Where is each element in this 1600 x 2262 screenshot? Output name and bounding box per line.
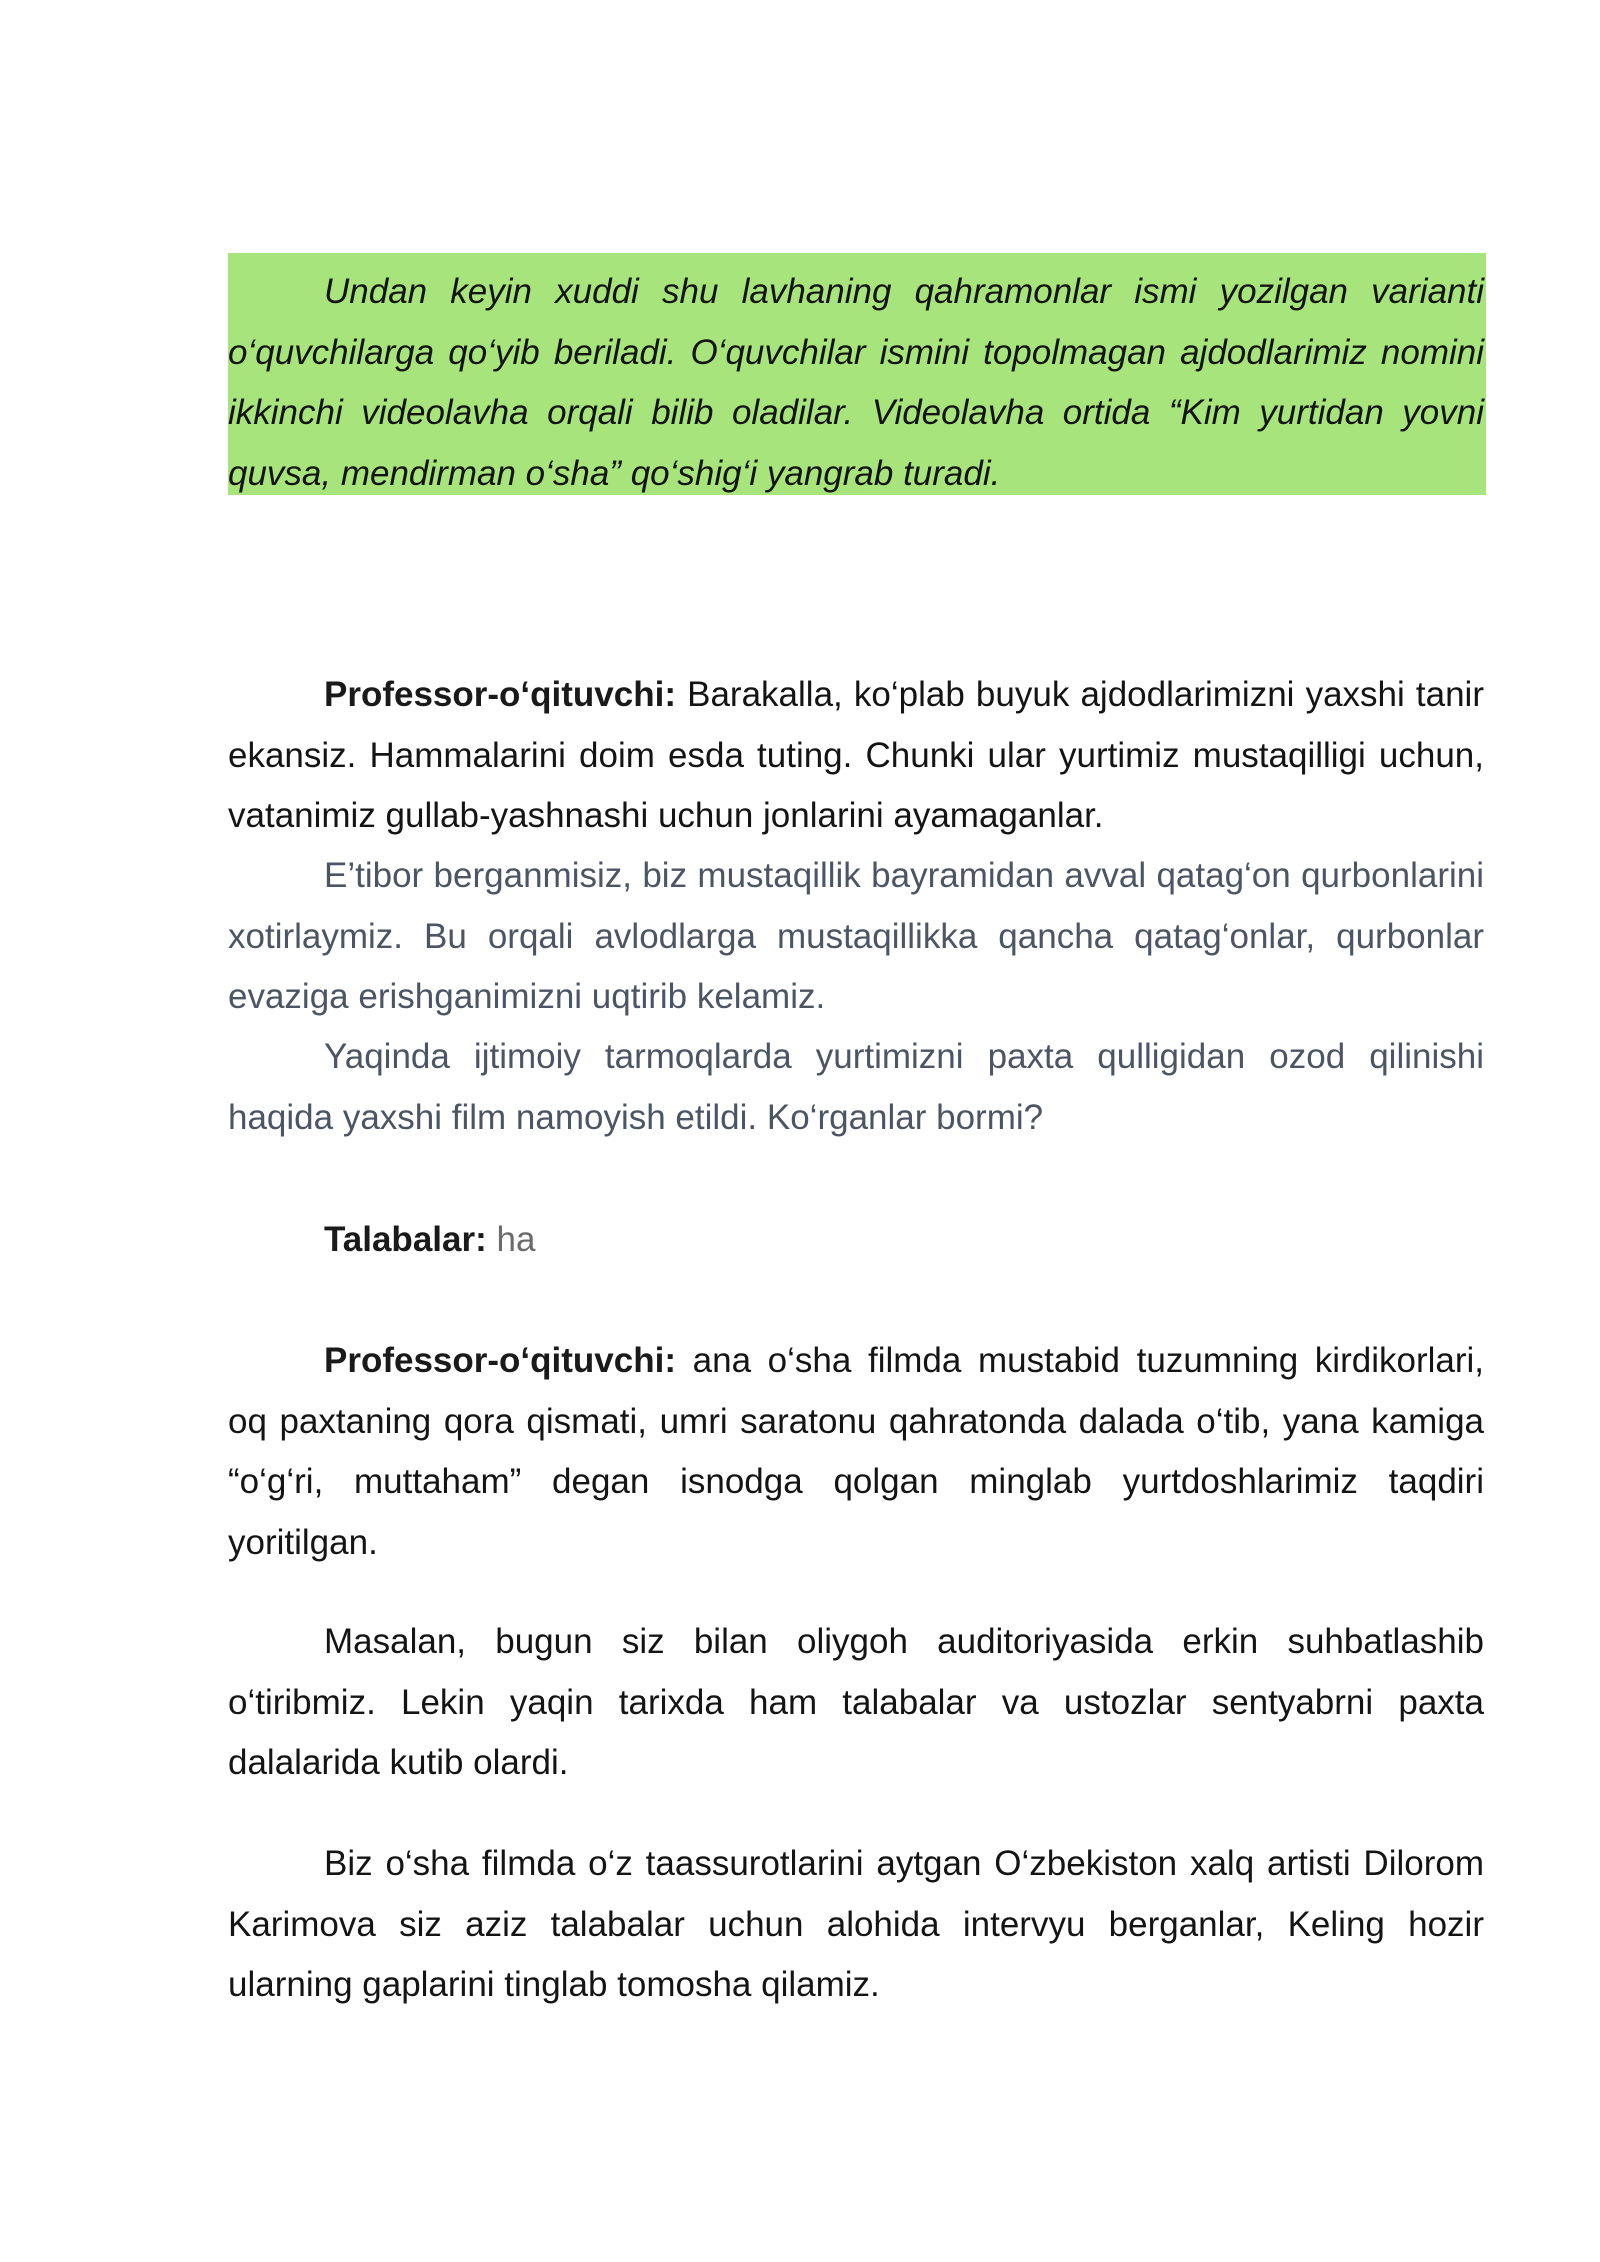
speaker-label: Talabalar: bbox=[324, 1220, 487, 1259]
highlighted-paragraph: Undan keyin xuddi shu lavhaning qahramonlar ismi yozilgan varianti o‘quvchilarga qo‘yib beriladi. O‘quvchilar ismini topolmagan ajdodlarimiz nomini ikkinchi videolavha orqali bilib oladilar. Videolavha ortida “Kim yurtidan yovni quvsa, mendirman o‘sha” qo‘shig‘i yangrab turadi. bbox=[228, 272, 1484, 493]
speaker-label: Professor-o‘qituvchi: bbox=[324, 1341, 676, 1380]
speaker-label: Professor-o‘qituvchi: bbox=[324, 675, 676, 714]
paragraph-professor-2 bbox=[228, 1331, 1484, 1573]
paragraph-text: Barakalla, ko‘plab buyuk ajdodlarimizni yaxshi tanir ekansiz. Hammalarini doim esda tuting. Chunki ular yurtimiz mustaqilligi uchun, vatanimiz gullab-yashnashi uchun jonlarini ayamaganlar. bbox=[228, 675, 1484, 835]
paragraph-example: Masalan, bugun siz bilan oliygoh auditoriyasida erkin suhbatlashib o‘tiribmiz. Lekin yaqin tarixda ham talabalar va ustozlar sentyabrni paxta dalalarida kutib olardi. bbox=[228, 1622, 1484, 1782]
paragraph-text: ana o‘sha filmda mustabid tuzumning kirdikorlari, oq paxtaning qora qismati, umri saratonu qahratonda dalada o‘tib, yana kamiga “o‘g‘ri, muttaham” degan isnodga qolgan minglab yurtdoshlarimiz taqdiri yoritilgan. bbox=[228, 1341, 1484, 1562]
paragraph-repression: E’tibor berganmisiz, biz mustaqillik bayramidan avval qatag‘on qurbonlarini xotirlaymiz. Bu orqali avlodlarga mustaqillikka qancha qatag‘onlar, qurbonlar evaziga erishganimizni uqtirib kelamiz. bbox=[228, 856, 1484, 1016]
paragraph-students bbox=[228, 1210, 1484, 1271]
paragraph-film: Yaqinda ijtimoiy tarmoqlarda yurtimizni paxta qulligidan ozod qilinishi haqida yaxshi film namoyish etildi. Ko‘rganlar bormi? bbox=[228, 1037, 1484, 1137]
paragraph-text: ha bbox=[486, 1220, 536, 1259]
paragraph-interview: Biz o‘sha filmda o‘z taassurotlarini aytgan O‘zbekiston xalq artisti Dilorom Karimova siz aziz talabalar uchun alohida intervyu berganlar, Keling hozir ularning gaplarini tinglab tomosha qilamiz. bbox=[228, 1844, 1484, 2004]
paragraph-professor-1 bbox=[228, 665, 1484, 847]
